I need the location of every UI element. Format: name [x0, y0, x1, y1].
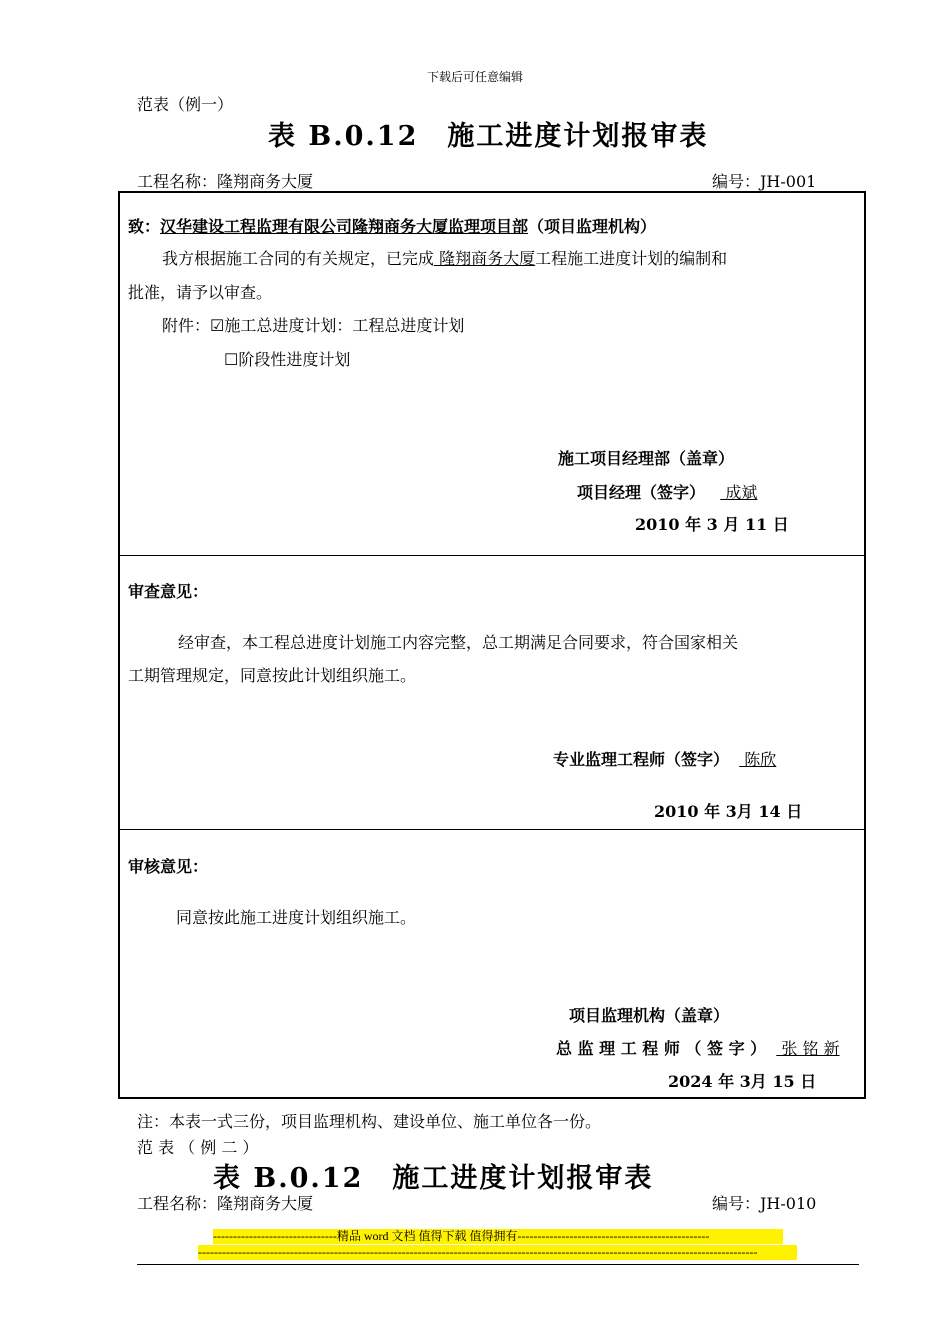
project-name: 工程名称：隆翔商务大厦: [137, 172, 314, 191]
watermark-banner: -------------------------------精品 word 文档 值得下载 值得拥有------------------------------------------------: [213, 1229, 783, 1244]
body-project-name: 隆翔商务大厦: [434, 249, 536, 268]
section-divider: [118, 829, 866, 830]
approve-text: 同意按此施工进度计划组织施工。: [176, 908, 417, 927]
body-text: 我方根据施工合同的有关规定，已完成: [162, 249, 435, 268]
pm-name: 成斌: [720, 483, 758, 502]
form-title: 表 B.0.12 施工进度计划报审表: [268, 121, 709, 152]
addressee-prefix: 致：: [128, 217, 161, 236]
review-date: 2010 年 3月 14 日: [654, 802, 803, 821]
addressee-suffix: （项目监理机构）: [528, 217, 657, 236]
review-line-1: 经审查，本工程总进度计划施工内容完整，总工期满足合同要求，符合国家相关: [178, 633, 739, 652]
example-label: 范 表 （ 例 二 ）: [137, 1138, 259, 1157]
approve-heading: 审核意见：: [128, 857, 209, 876]
section-divider: [118, 555, 866, 556]
body-text: 工程施工进度计划的编制和: [535, 249, 728, 268]
addressee-org: 汉华建设工程监理有限公司隆翔商务大厦监理项目部: [160, 217, 529, 236]
pm-signature-line: [577, 480, 757, 503]
example-label: 范表（例一）: [137, 95, 234, 114]
approve-date: 2024 年 3月 15 日: [668, 1072, 817, 1091]
form-title: 表 B.0.12 施工进度计划报审表: [213, 1163, 654, 1194]
attachment-line: [162, 313, 464, 336]
body-line-2: 批准，请予以审查。: [128, 283, 273, 302]
engineer-signature-line: [553, 747, 776, 770]
review-heading: 审查意见：: [128, 582, 209, 601]
chief-label: 总 监 理 工 程 师 （ 签 字 ）: [556, 1039, 767, 1058]
submit-date: 2010 年 3 月 11 日: [635, 515, 789, 534]
footnote: 注：本表一式三份，项目监理机构、建设单位、施工单位各一份。: [137, 1112, 602, 1131]
bottom-rule: [137, 1264, 859, 1265]
engineer-name: 陈欣: [739, 750, 777, 769]
chief-name: 张 铭 新: [776, 1039, 840, 1058]
attachment-item-overall: ☑施工总进度计划：工程总进度计划: [210, 316, 465, 335]
attachment-item-phase: ☐阶段性进度计划: [224, 350, 351, 369]
attachment-label: 附件：: [162, 316, 211, 335]
watermark-banner: --------------------------------------------------------------------------------------------------------------------------------------------: [198, 1245, 797, 1260]
form-number: 编号：JH-010: [712, 1194, 817, 1213]
form-number: 编号：JH-001: [712, 172, 817, 191]
project-name: 工程名称：隆翔商务大厦: [137, 1194, 314, 1213]
addressee-line: [128, 214, 656, 237]
review-line-2: 工期管理规定，同意按此计划组织施工。: [128, 666, 417, 685]
pm-label: 项目经理（签字）: [577, 483, 706, 502]
supervision-org-seal: 项目监理机构（盖章）: [569, 1006, 730, 1025]
contractor-dept-seal: 施工项目经理部（盖章）: [558, 449, 735, 468]
engineer-label: 专业监理工程师（签字）: [553, 750, 730, 769]
chief-signature-line: [556, 1036, 840, 1059]
header-note: 下载后可任意编辑: [426, 70, 523, 84]
body-line-1: [162, 246, 727, 269]
